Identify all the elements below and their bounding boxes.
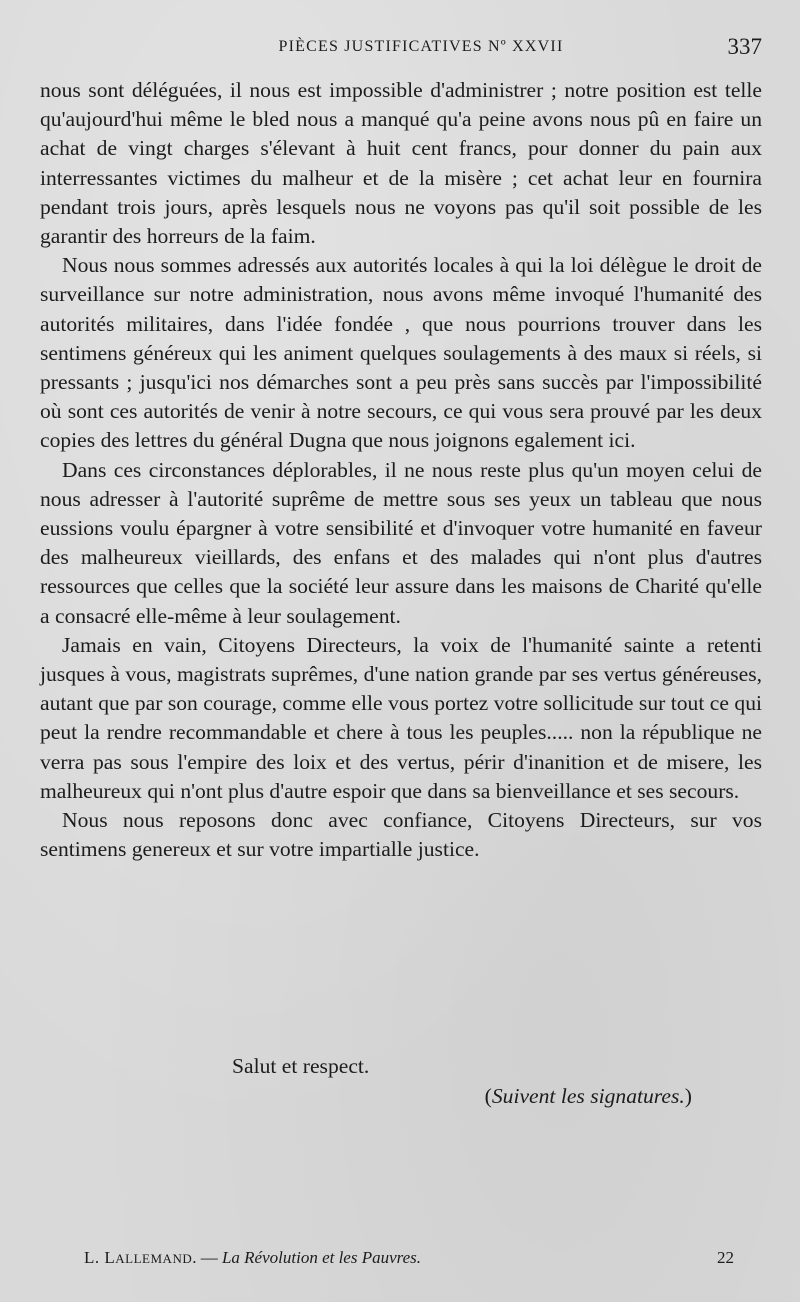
page-header — [40, 34, 762, 64]
paragraph-4: Jamais en vain, Citoyens Directeurs, la voix de l'humanité sainte a retenti jusques à vous, magistrats suprêmes, d'une nation grande par ses vertus généreuses, autant que par son courage, comme elle vous portez votre sollicitude sur tout ce qui peut la rendre recommandable et chere à tous les peuples..... non la république ne verra pas sous l'empire des loix et des vertus, périr d'inanition et de misere, les malheureux qui n'ont plus d'autre espoir que dans sa bienveillance et ses secours. — [40, 632, 762, 803]
page-number: 337 — [727, 34, 762, 59]
paragraph-3: Dans ces circonstances déplorables, il ne nous reste plus qu'un moyen celui de nous adresser à l'autorité suprême de mettre sous ses yeux un tableau que nous eussions voulu épargner à votre sensibilité et d'invoquer votre humanité en faveur des malheureux vieillards, des enfans et des malades qui n'ont plus d'autres ressources que celles que la société leur assure dans les maisons de Charité qu'elle a consacré elle-même à leur soulagement. — [40, 457, 762, 628]
signatures-close-paren: ) — [684, 1084, 692, 1108]
body-text — [40, 76, 762, 864]
footer-author — [84, 1248, 192, 1267]
paragraph-2: Nous nous sommes adressés aux autorités locales à qui la loi délègue le droit de surveillance sur notre administration, nous avons même invoqué l'humanité des autorités militaires, dans l'idée fondée , que nous pourrions trouver dans les sentimens généreux qui les animent quelques soulagements à des maux si réels, si pressants ; jusqu'ici nos démarches sont a peu près sans succès par l'impossibilité où sont ces autorités de venir à notre secours, ce qui vous sera prouvé par les deux copies des lettres du général Dugna que nous joignons egalement ici. — [40, 253, 762, 453]
footer-author-rest: ALLEMAND — [115, 1251, 193, 1266]
footer-author-initial: L. L — [84, 1248, 116, 1267]
footer-title: La Révolution et les Pauvres. — [221, 1248, 422, 1267]
closing-salutation: Salut et respect. — [232, 1054, 370, 1078]
page-footer — [84, 1248, 734, 1272]
signatures-text: Suivent les signatures. — [491, 1084, 685, 1108]
paragraph-5: Nous nous reposons donc avec confiance, Citoyens Directeurs, sur vos sentimens genereux et sur votre impartialle justice. — [40, 808, 762, 862]
running-head: PIÈCES JUSTIFICATIVES Nº XXVII — [278, 38, 564, 55]
signatures-open-paren: ( — [484, 1084, 492, 1108]
signatures-note — [485, 1084, 692, 1109]
paragraph-1: nous sont déléguées, il nous est impossible d'administrer ; notre position est telle qu'aujourd'hui même le bled nous a manqué qu'a peine avons nous pû en faire un achat de vingt charges s'élevant à huit cent francs, pour donner du pain aux interressantes victimes du malheur et de la misère ; cet achat leur en fournira pendant trois jours, après lesquels nous ne voyons pas qu'il soit possible de les garantir des horreurs de la faim. — [40, 78, 762, 249]
footer-signature-mark: 22 — [717, 1248, 734, 1267]
footer-separator: . — — [192, 1248, 222, 1267]
